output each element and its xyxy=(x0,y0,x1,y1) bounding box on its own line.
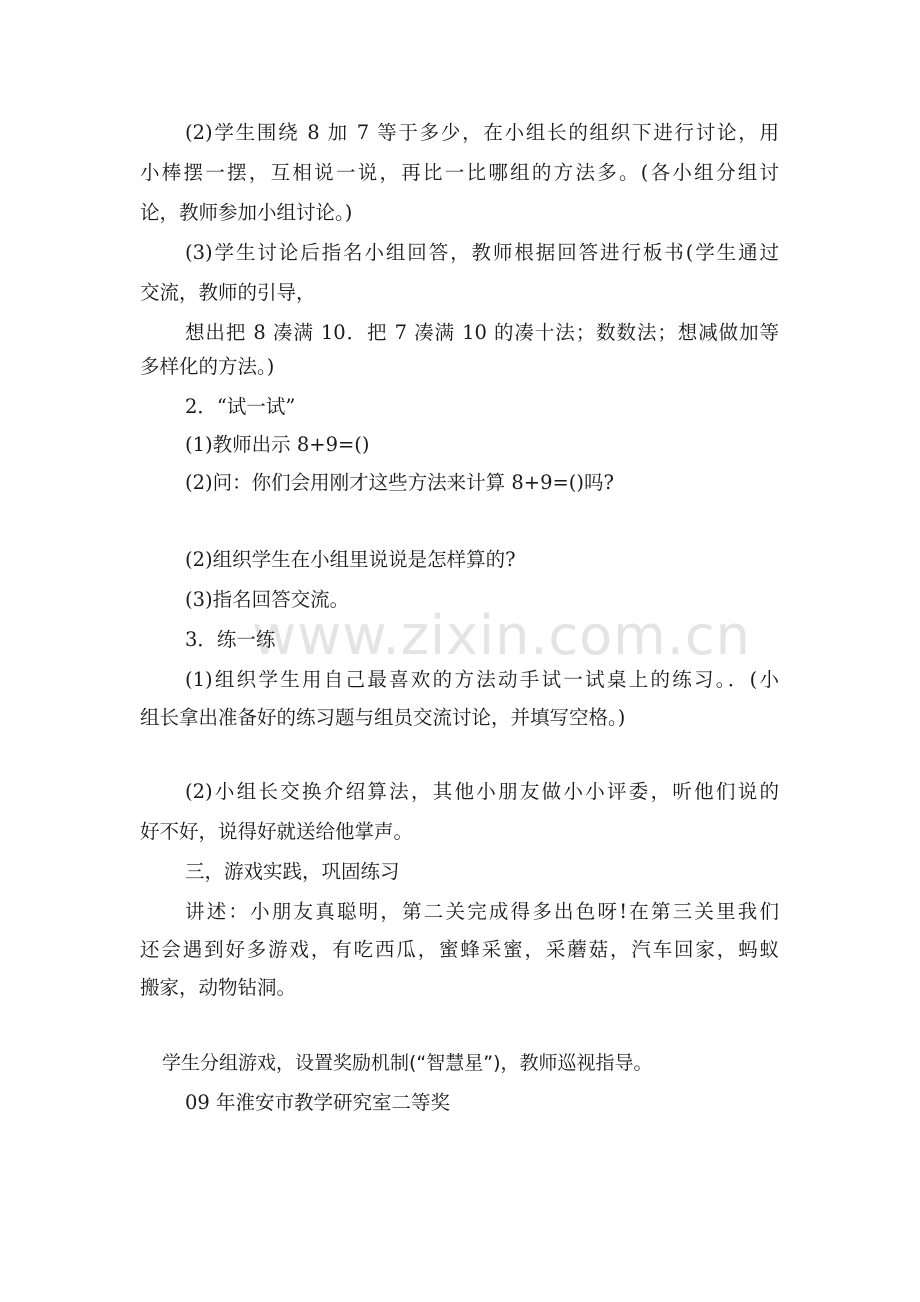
paragraph-line: 小棒摆一摆，互相说一说，再比一比哪组的方法多。(各小组分组讨 xyxy=(140,161,779,184)
paragraph-line: 组长拿出准备好的练习题与组员交流讨论，并填写空格。) xyxy=(140,706,626,729)
paragraph-line: 还会遇到好多游戏，有吃西瓜，蜜蜂采蜜，采蘑菇，汽车回家，蚂蚁 xyxy=(140,938,779,961)
paragraph-line: (2)组织学生在小组里说说是怎样算的? xyxy=(185,548,516,571)
paragraph-line: 讲述：小朋友真聪明，第二关完成得多出色呀!在第三关里我们 xyxy=(185,900,779,923)
watermark: www.zixin.com.cn xyxy=(252,604,751,667)
paragraph-line: 想出把 8 凑满 10．把 7 凑满 10 的凑十法；数数法；想减做加等 xyxy=(185,321,779,344)
paragraph-line: (2)问：你们会用刚才这些方法来计算 8+9=()吗? xyxy=(185,471,614,494)
paragraph-line: 交流，教师的引导， xyxy=(140,281,316,304)
paragraph-line: 论，教师参加小组讨论。) xyxy=(140,201,353,224)
paragraph-line: (2)小组长交换介绍算法，其他小朋友做小小评委，听他们说的 xyxy=(185,780,779,803)
paragraph-line: 搬家，动物钻洞。 xyxy=(140,976,297,999)
paragraph-line: (2)学生围绕 8 加 7 等于多少，在小组长的组织下进行讨论，用 xyxy=(185,121,779,144)
paragraph-line: (3)指名回答交流。 xyxy=(185,588,350,611)
paragraph-line: 好不好，说得好就送给他掌声。 xyxy=(140,820,414,843)
section-heading: 2．“试一试” xyxy=(185,395,296,418)
paragraph-line: (1)组织学生用自己最喜欢的方法动手试一试桌上的练习。．(小 xyxy=(185,668,779,691)
section-heading: 3．练一练 xyxy=(185,628,276,651)
award-line: 09 年淮安市教学研究室二等奖 xyxy=(185,1091,451,1114)
section-heading: 三，游戏实践，巩固练习 xyxy=(185,860,400,883)
paragraph-line: (1)教师出示 8+9=() xyxy=(185,433,370,456)
paragraph-line: 学生分组游戏，设置奖励机制(“智慧星”)，教师巡视指导。 xyxy=(162,1052,653,1074)
paragraph-line: (3)学生讨论后指名小组回答，教师根据回答进行板书(学生通过 xyxy=(185,241,779,264)
paragraph-line: 多样化的方法。) xyxy=(140,355,275,378)
